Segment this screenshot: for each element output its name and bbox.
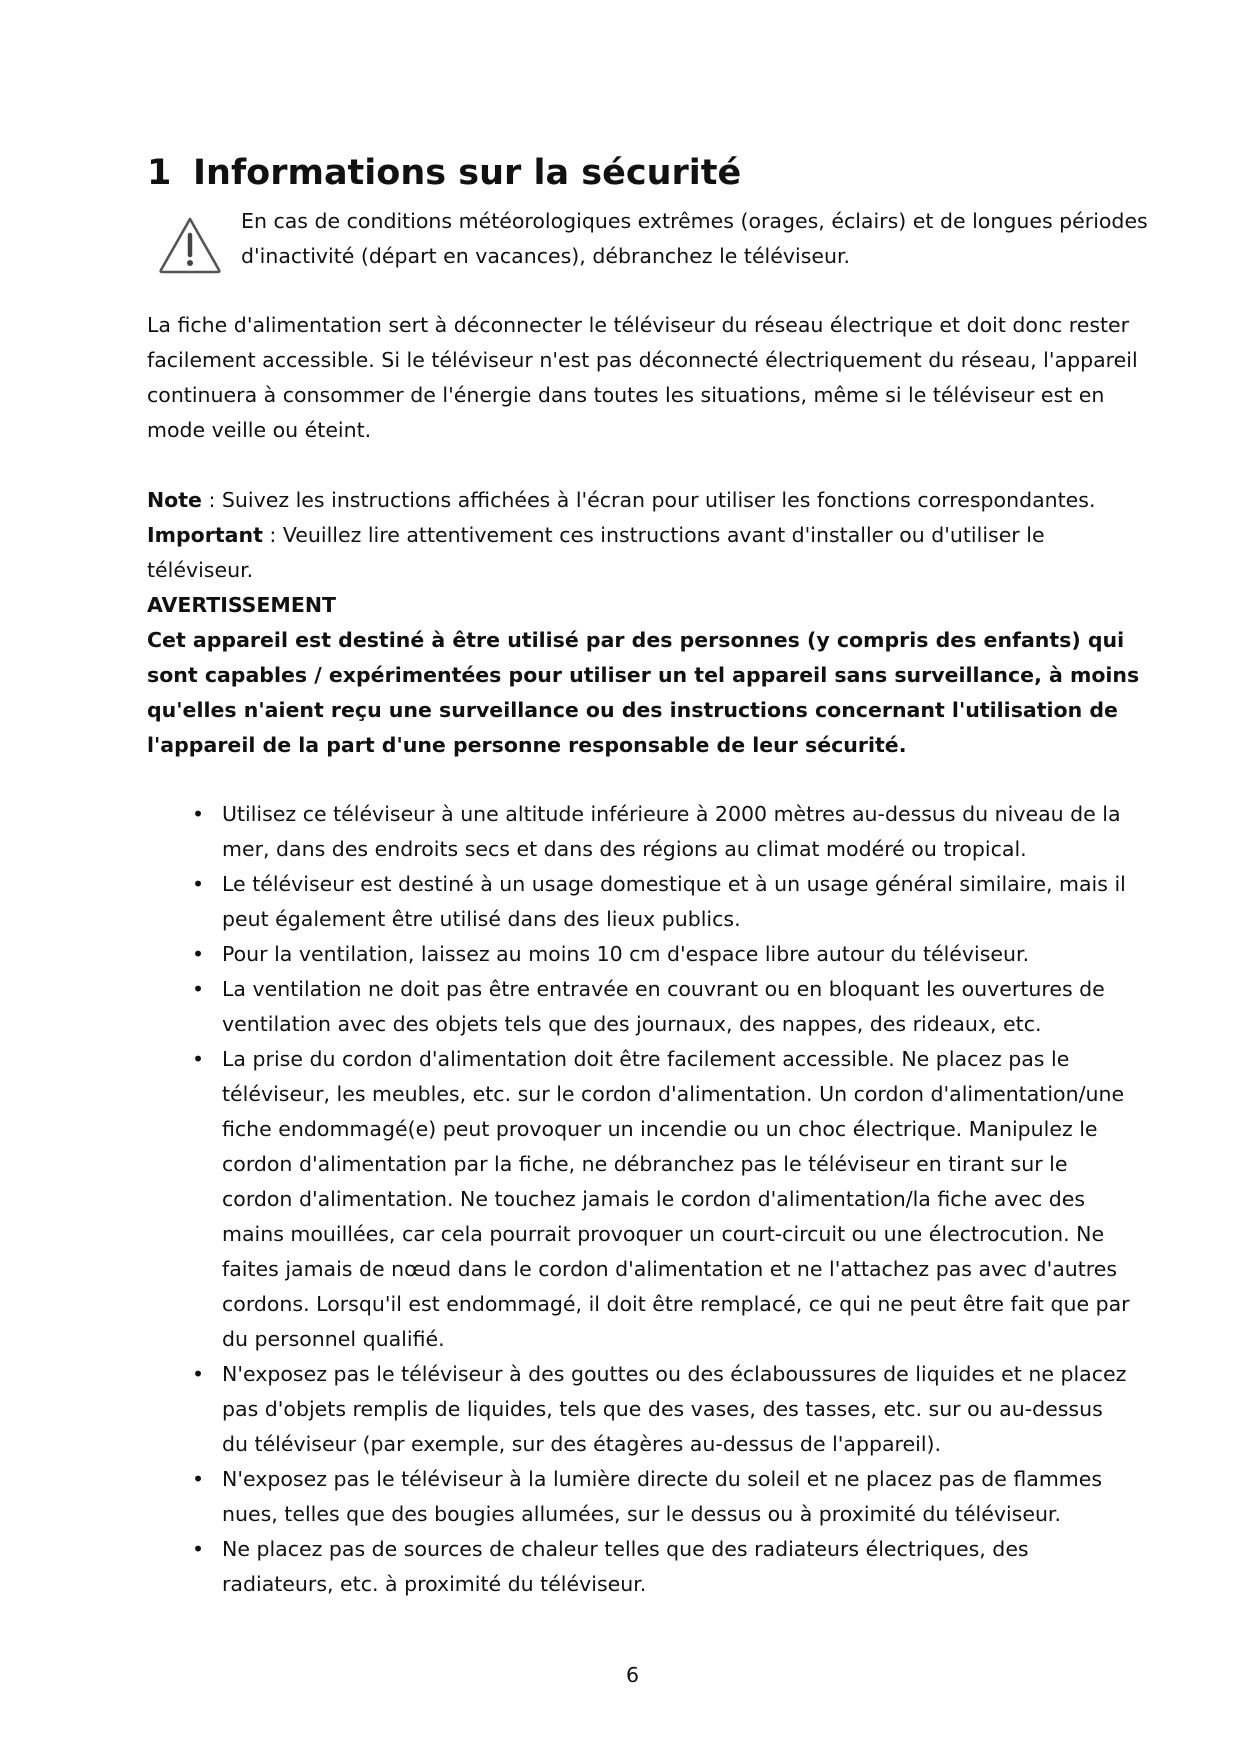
bullet-icon: • xyxy=(192,977,205,1001)
bullet-icon: • xyxy=(192,1467,205,1491)
warning-title: AVERTISSEMENT xyxy=(147,593,336,617)
section-heading xyxy=(147,150,741,196)
note-label: Note xyxy=(147,488,202,512)
list-item: • Utilisez ce téléviseur à une altitude inférieure à 2000 mètres au-dessus du niveau de la mer, dans des endroits secs et dans des régions au climat modéré ou tropical. xyxy=(222,797,1132,867)
section-title: Informations sur la sécurité xyxy=(193,153,742,193)
safety-bullet-list xyxy=(192,797,1132,1602)
bullet-icon: • xyxy=(192,1047,205,1071)
bullet-icon: • xyxy=(192,942,205,966)
page-number: 6 xyxy=(625,1663,640,1687)
section-number: 1 xyxy=(147,153,172,193)
note-text: : Suivez les instructions affichées à l'écran pour utiliser les fonctions correspondantes. xyxy=(201,488,1096,512)
list-item: • Pour la ventilation, laissez au moins 10 cm d'espace libre autour du téléviseur. xyxy=(222,937,1132,972)
list-item: • N'exposez pas le téléviseur à des gouttes ou des éclaboussures de liquides et ne placez pas d'objets remplis de liquides, tels que des vases, des tasses, etc. sur ou au-dessus du téléviseur (par exemple, sur des étagères au-dessus de l'appareil). xyxy=(222,1357,1132,1462)
warning-section xyxy=(147,588,1147,763)
power-plug-paragraph: La fiche d'alimentation sert à déconnecter le téléviseur du réseau électrique et doit donc rester facilement accessible. Si le téléviseur n'est pas déconnecté électriquement du réseau, l'appareil continuera à consommer de l'énergie dans toutes les situations, même si le téléviseur est en mode veille ou éteint. xyxy=(147,313,1138,442)
list-item: • Le téléviseur est destiné à un usage domestique et à un usage général similaire, mais il peut également être utilisé dans des lieux publics. xyxy=(222,867,1132,937)
weather-warning-text: En cas de conditions météorologiques extrêmes (orages, éclairs) et de longues périodes d'inactivité (départ en vacances), débranchez le téléviseur. xyxy=(241,209,1148,268)
important-text: : Veuillez lire attentivement ces instructions avant d'installer ou d'utiliser le téléviseur. xyxy=(147,523,1045,582)
bullet-icon: • xyxy=(192,1537,205,1561)
bullet-icon: • xyxy=(192,802,205,826)
notes-paragraph xyxy=(147,483,1147,588)
warning-body: Cet appareil est destiné à être utilisé par des personnes (y compris des enfants) qui sont capables / expérimentées pour utiliser un tel appareil sans surveillance, à moins qu'elles n'aient reçu une surveillance ou des instructions concernant l'utilisation de l'appareil de la part d'une personne responsable de leur sécurité. xyxy=(147,628,1140,757)
bullet-icon: • xyxy=(192,872,205,896)
list-item: • N'exposez pas le téléviseur à la lumière directe du soleil et ne placez pas de flammes nues, telles que des bougies allumées, sur le dessus ou à proximité du téléviseur. xyxy=(222,1462,1132,1532)
bullet-icon: • xyxy=(192,1362,205,1386)
warning-triangle-icon xyxy=(157,215,223,275)
list-item: • La prise du cordon d'alimentation doit être facilement accessible. Ne placez pas le téléviseur, les meubles, etc. sur le cordon d'alimentation. Un cordon d'alimentation/une fiche endommagé(e) peut provoquer un incendie ou un choc électrique. Manipulez le cordon d'alimentation par la fiche, ne débranchez pas le téléviseur en tirant sur le cordon d'alimentation. Ne touchez jamais le cordon d'alimentation/la fiche avec des mains mouillées, car cela pourrait provoquer un court-circuit ou une électrocution. Ne faites jamais de nœud dans le cordon d'alimentation et ne l'attachez pas avec d'autres cordons. Lorsqu'il est endommagé, il doit être remplacé, ce qui ne peut être fait que par du personnel qualifié. xyxy=(222,1042,1132,1357)
important-label: Important xyxy=(147,523,263,547)
list-item: • La ventilation ne doit pas être entravée en couvrant ou en bloquant les ouvertures de ventilation avec des objets tels que des journaux, des nappes, des rideaux, etc. xyxy=(222,972,1132,1042)
list-item: • Ne placez pas de sources de chaleur telles que des radiateurs électriques, des radiateurs, etc. à proximité du téléviseur. xyxy=(222,1532,1132,1602)
